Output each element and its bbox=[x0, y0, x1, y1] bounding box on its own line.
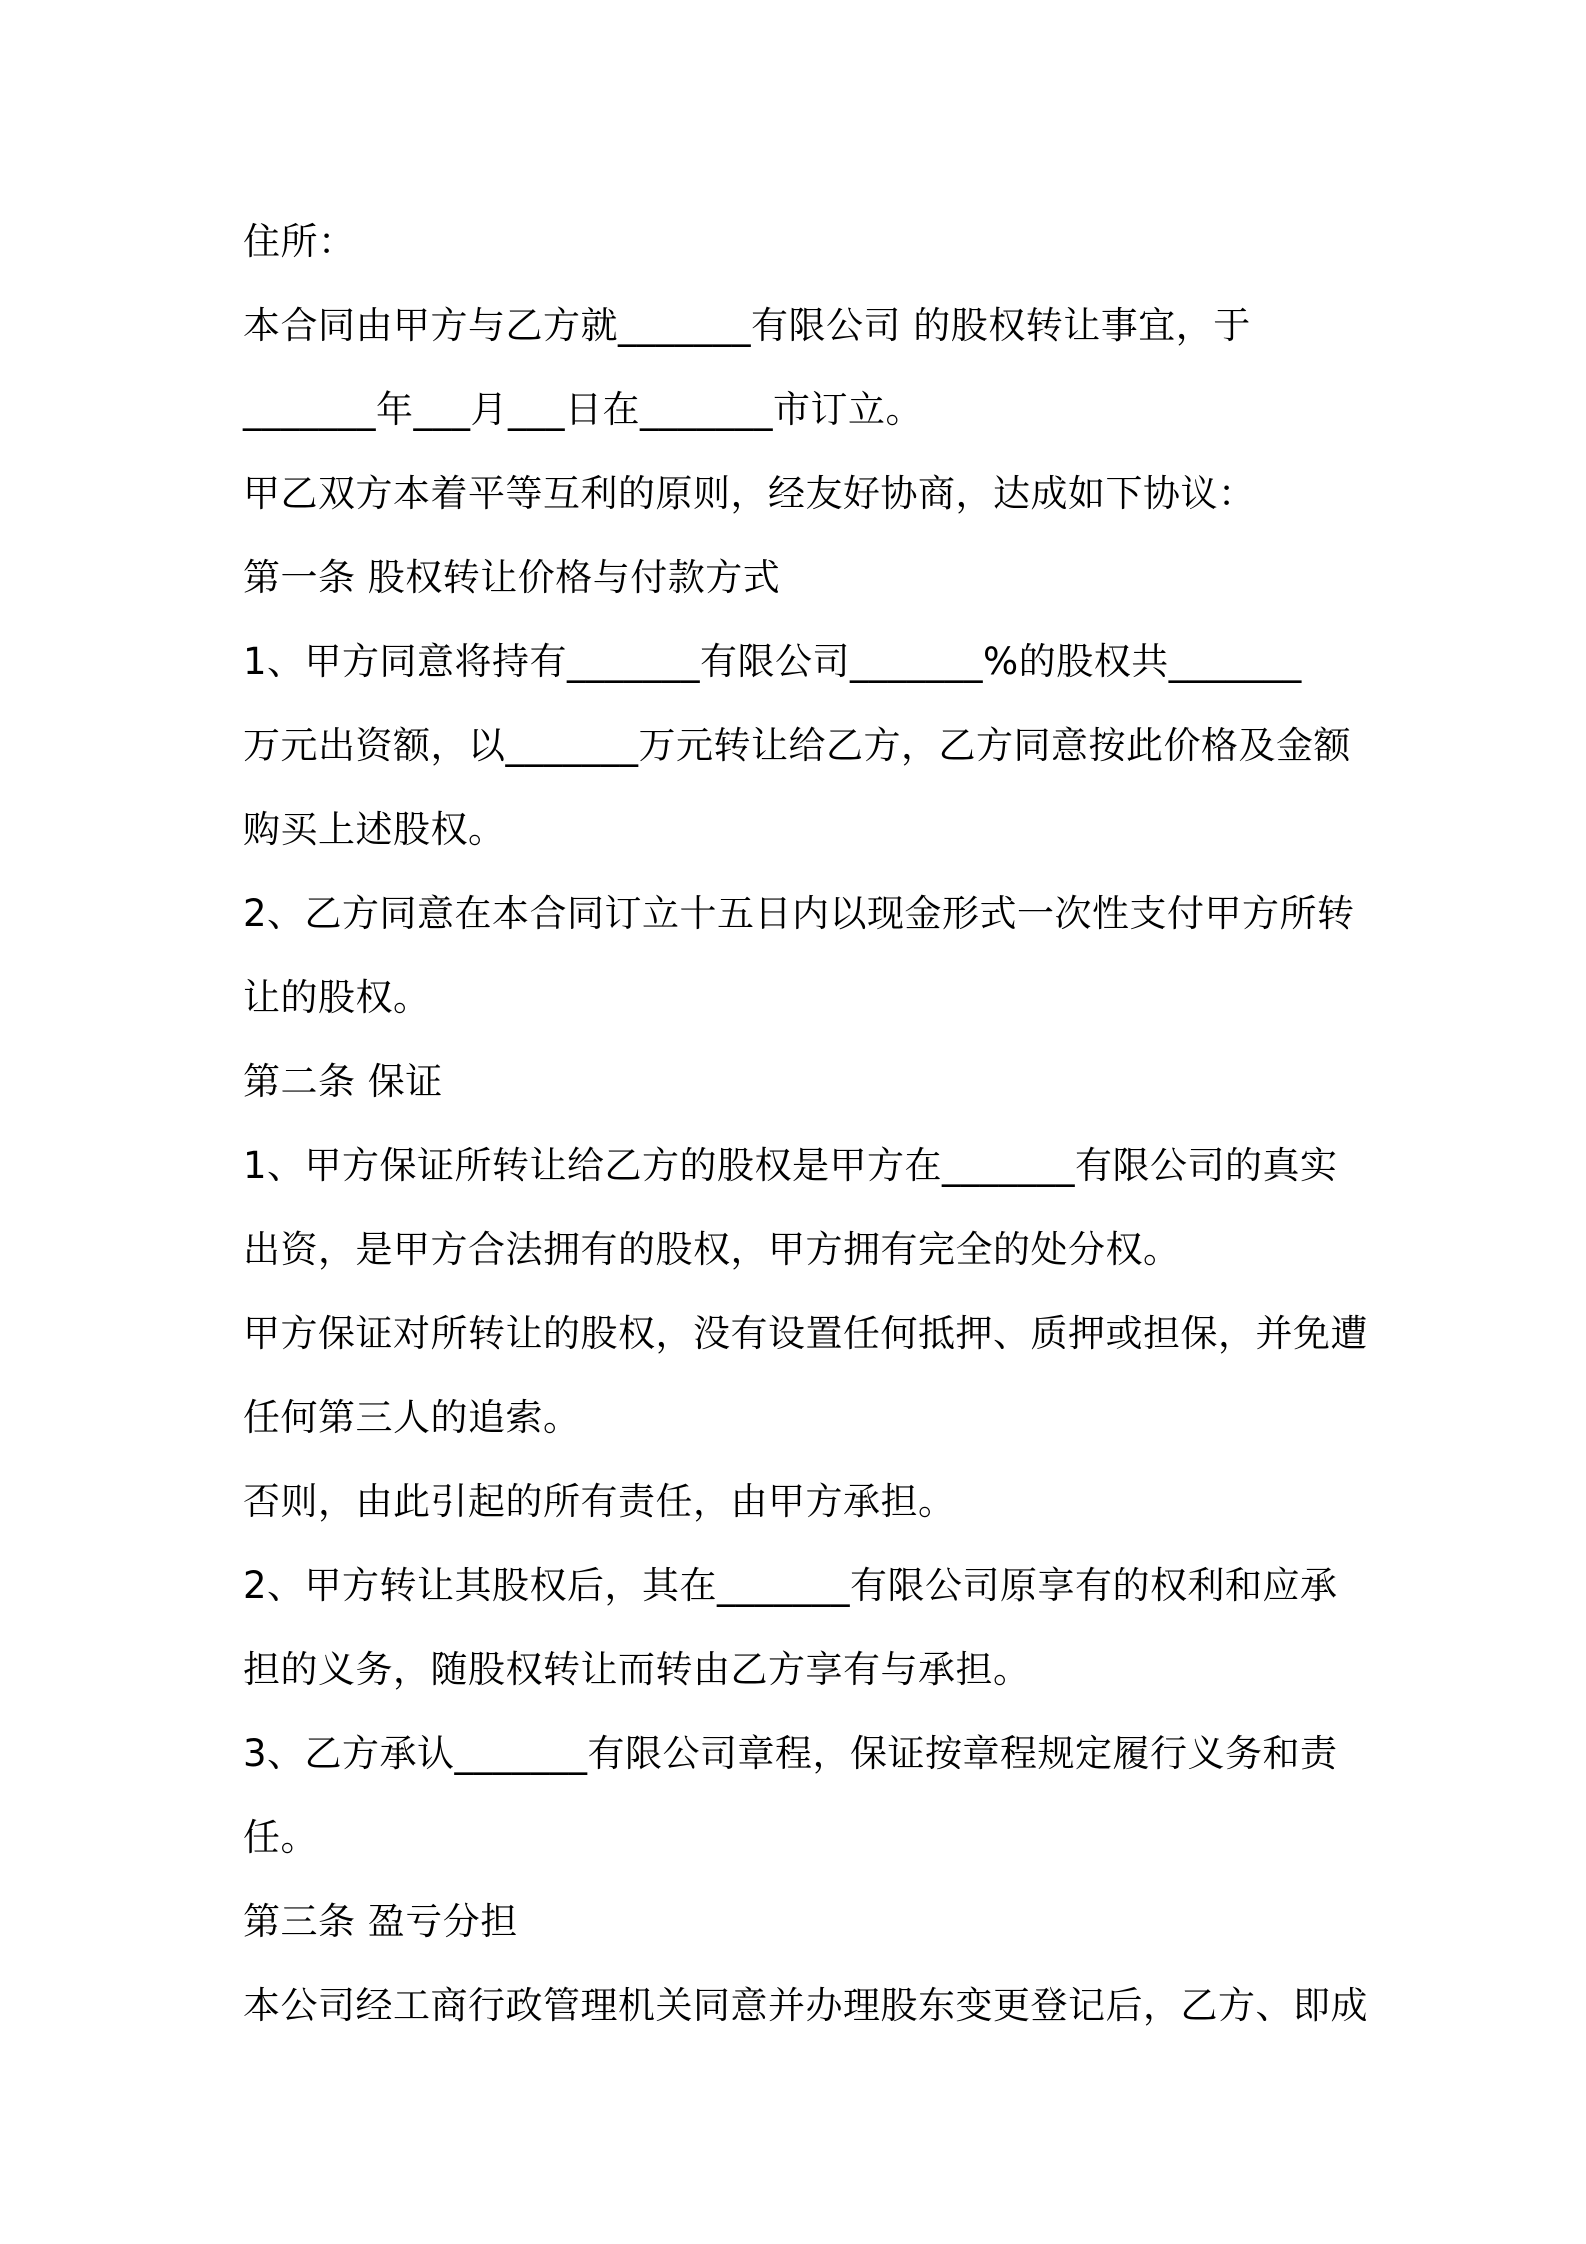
article-1-clause-1-line-1: 1、甲方同意将持有_______有限公司_______%的股权共_______ bbox=[243, 640, 1302, 683]
article-3-paragraph-line-1: 本公司经工商行政管理机关同意并办理股东变更登记后，乙方、即成 bbox=[243, 1984, 1368, 2027]
article-2-clause-2-line-2: 担的义务，随股权转让而转由乙方享有与承担。 bbox=[243, 1648, 1031, 1691]
article-3-heading: 第三条 盈亏分担 bbox=[243, 1900, 518, 1943]
article-2-clause-2-line-1: 2、甲方转让其股权后，其在_______有限公司原享有的权利和应承 bbox=[243, 1564, 1338, 1607]
article-2-clause-3-line-2: 任。 bbox=[243, 1816, 318, 1859]
article-2-clause-3-line-1: 3、乙方承认_______有限公司章程，保证按章程规定履行义务和责 bbox=[243, 1732, 1338, 1775]
article-1-clause-2-line-2: 让的股权。 bbox=[243, 976, 431, 1019]
contract-intro-line-2: _______年___月___日在_______市订立。 bbox=[243, 388, 923, 431]
article-2-clause-1-line-1: 1、甲方保证所转让给乙方的股权是甲方在_______有限公司的真实 bbox=[243, 1144, 1338, 1187]
article-1-heading: 第一条 股权转让价格与付款方式 bbox=[243, 556, 781, 599]
document-body bbox=[243, 200, 1373, 2048]
agreement-preamble: 甲乙双方本着平等互利的原则，经友好协商，达成如下协议： bbox=[243, 472, 1256, 515]
contract-intro-line-1: 本合同由甲方与乙方就_______有限公司 的股权转让事宜，于 bbox=[243, 304, 1251, 347]
article-2-guarantee-line-1: 甲方保证对所转让的股权，没有设置任何抵押、质押或担保，并免遭 bbox=[243, 1312, 1368, 1355]
article-2-guarantee-line-2: 任何第三人的追索。 bbox=[243, 1396, 581, 1439]
article-2-liability: 否则，由此引起的所有责任，由甲方承担。 bbox=[243, 1480, 956, 1523]
article-2-clause-1-line-2: 出资，是甲方合法拥有的股权，甲方拥有完全的处分权。 bbox=[243, 1228, 1181, 1271]
article-2-heading: 第二条 保证 bbox=[243, 1060, 443, 1103]
article-1-clause-1-line-2: 万元出资额，以_______万元转让给乙方，乙方同意按此价格及金额 bbox=[243, 724, 1351, 767]
article-1-clause-2-line-1: 2、乙方同意在本合同订立十五日内以现金形式一次性支付甲方所转 bbox=[243, 892, 1355, 935]
address-label: 住所： bbox=[243, 220, 356, 263]
article-1-clause-1-line-3: 购买上述股权。 bbox=[243, 808, 506, 851]
